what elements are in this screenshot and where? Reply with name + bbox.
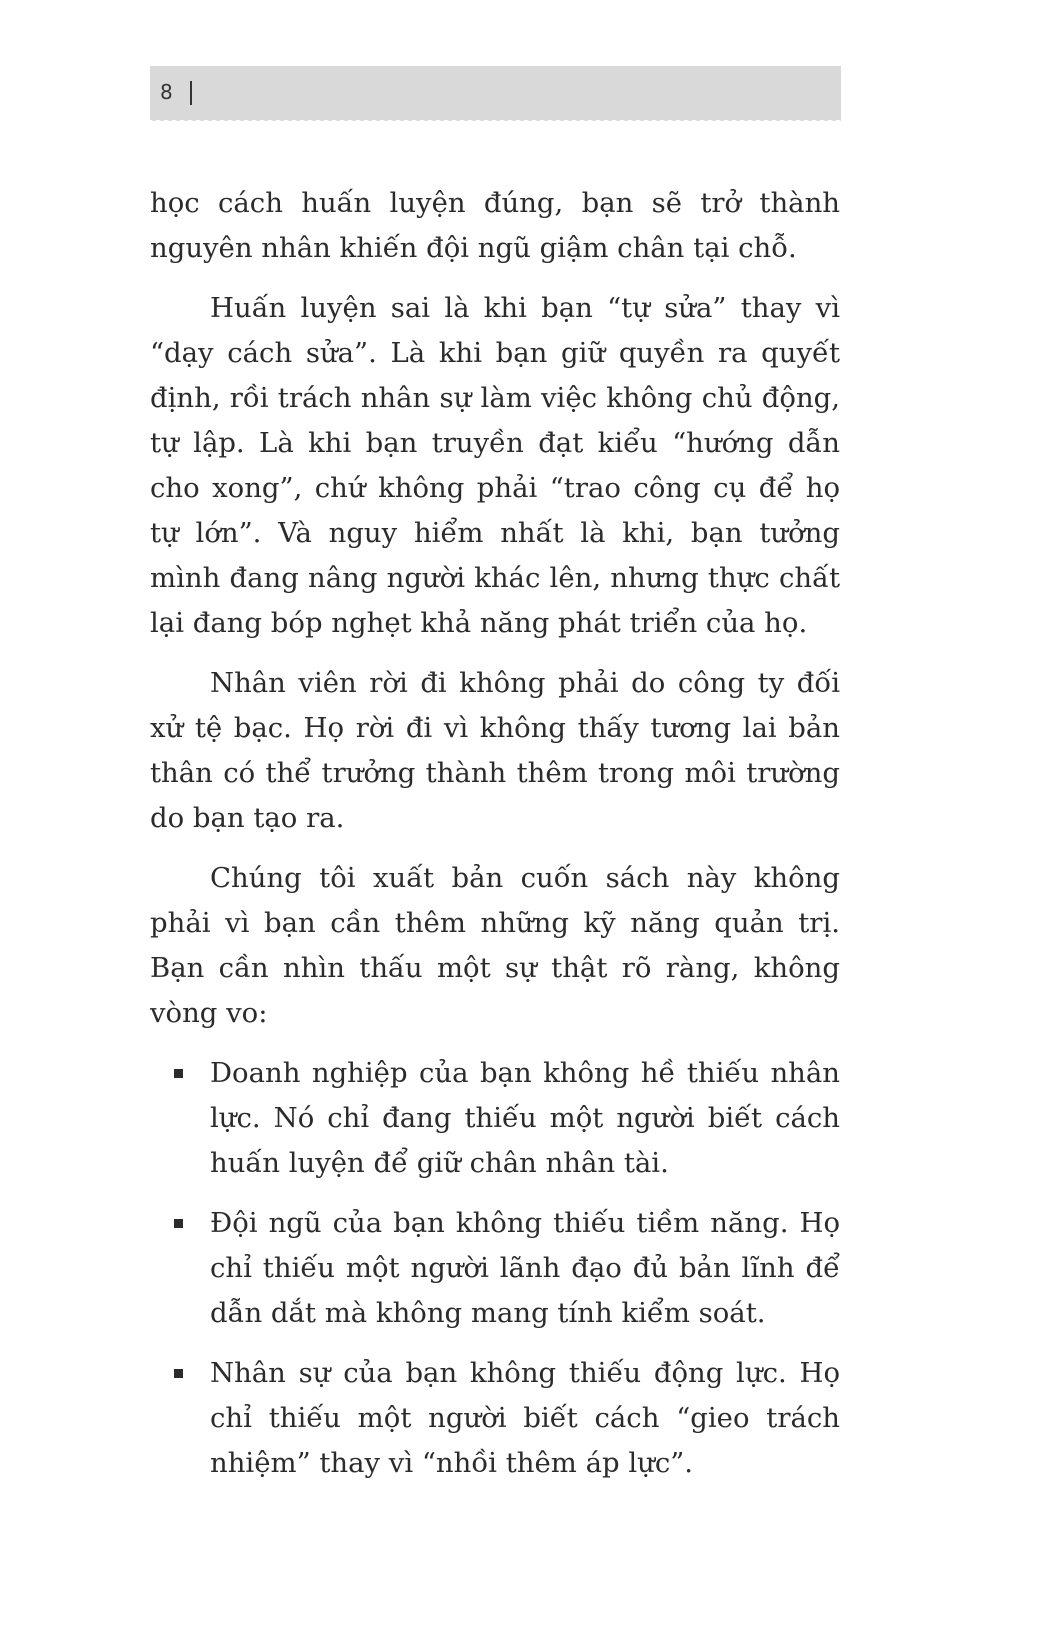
paragraph: Nhân viên rời đi không phải do công ty đối xử tệ bạc. Họ rời đi vì không thấy tương lai bản thân có thể trưởng thành thêm trong môi trường do bạn tạo ra. bbox=[150, 667, 840, 834]
bullet-item bbox=[150, 1051, 840, 1186]
paragraph: Chúng tôi xuất bản cuốn sách này không phải vì bạn cần thêm những kỹ năng quản trị. Bạn cần nhìn thấu một sự thật rõ ràng, không vòng vo: bbox=[150, 862, 840, 1029]
bullet-text: Đội ngũ của bạn không thiếu tiềm năng. Họ chỉ thiếu một người lãnh đạo đủ bản lĩnh để dẫn dắt mà không mang tính kiểm soát. bbox=[210, 1207, 840, 1329]
bullet-item bbox=[150, 1201, 840, 1336]
bullet-text: Nhân sự của bạn không thiếu động lực. Họ chỉ thiếu một người biết cách “gieo trách nhiệm” thay vì “nhồi thêm áp lực”. bbox=[210, 1357, 840, 1479]
paragraph: Huấn luyện sai là khi bạn “tự sửa” thay vì “dạy cách sửa”. Là khi bạn giữ quyền ra quyết định, rồi trách nhân sự làm việc không chủ động, tự lập. Là khi bạn truyền đạt kiểu “hướng dẫn cho xong”, chứ không phải “trao công cụ để họ tự lớn”. Và nguy hiểm nhất là khi, bạn tưởng mình đang nâng người khác lên, nhưng thực chất lại đang bóp nghẹt khả năng phát triển của họ. bbox=[150, 292, 840, 639]
square-bullet-icon bbox=[174, 1369, 183, 1378]
page-number: 8 bbox=[160, 80, 174, 104]
square-bullet-icon bbox=[174, 1219, 183, 1228]
page-header-bar bbox=[150, 66, 841, 120]
page-number-divider bbox=[190, 81, 192, 105]
bullet-item bbox=[150, 1351, 840, 1486]
square-bullet-icon bbox=[174, 1069, 183, 1078]
paragraph-continued: học cách huấn luyện đúng, bạn sẽ trở thành nguyên nhân khiến đội ngũ giậm chân tại chỗ. bbox=[150, 187, 840, 264]
bullet-list bbox=[150, 1051, 840, 1486]
page-body bbox=[150, 181, 840, 1501]
bullet-text: Doanh nghiệp của bạn không hề thiếu nhân lực. Nó chỉ đang thiếu một người biết cách huấn luyện để giữ chân nhân tài. bbox=[210, 1057, 840, 1179]
